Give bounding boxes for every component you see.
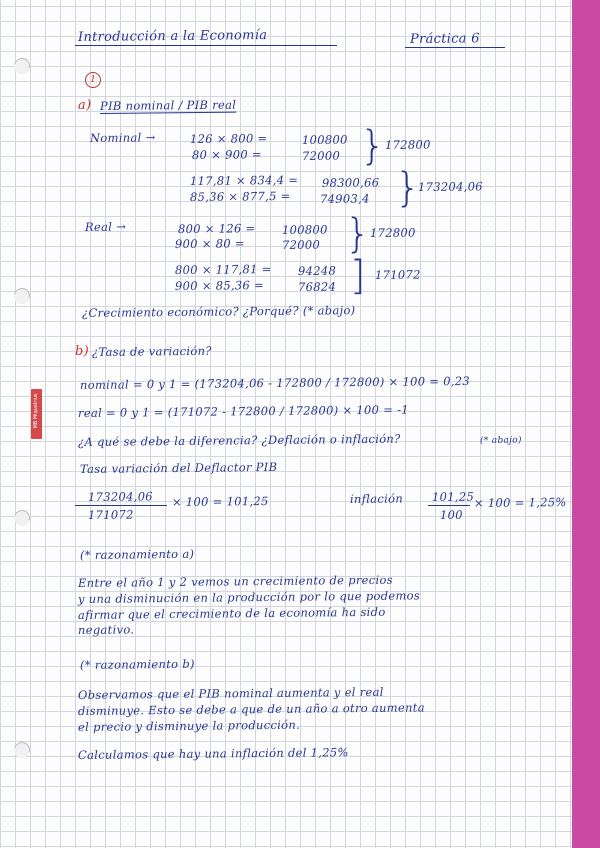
section-a-question: PIB nominal / PIB real bbox=[99, 97, 237, 113]
difference-note: (* abajo) bbox=[479, 435, 522, 446]
real-row4: 900 × 85,36 = bbox=[174, 278, 265, 293]
brand-logo-tab bbox=[31, 389, 42, 439]
real-total2: 171072 bbox=[374, 267, 421, 282]
real-val2: 72000 bbox=[281, 237, 321, 252]
nominal-total2: 173204,06 bbox=[417, 179, 483, 194]
difference-question: ¿A qué se debe la diferencia? ¿Deflación o inflación? bbox=[77, 431, 401, 449]
section-b-label: b) bbox=[74, 343, 90, 359]
real-total1: 172800 bbox=[369, 225, 416, 240]
nominal-label: Nominal → bbox=[89, 130, 156, 145]
reasoning-a-line: y una disminución en la producción por lo que podemos bbox=[77, 588, 421, 606]
real-row3: 800 × 117,81 = bbox=[174, 261, 272, 277]
real-val4: 76824 bbox=[297, 279, 337, 294]
reasoning-b-line: disminuye. Esto se debe a que de un año a otro aumenta bbox=[77, 700, 425, 718]
brace: } bbox=[360, 123, 386, 169]
inflation-numerator: 101,25 bbox=[431, 489, 475, 504]
reasoning-b-heading: (* razonamiento b) bbox=[79, 656, 195, 672]
brace: } bbox=[345, 211, 371, 257]
title-underline bbox=[75, 45, 337, 46]
deflator-result: × 100 = 101,25 bbox=[171, 493, 269, 509]
nominal-val4: 74903,4 bbox=[319, 191, 370, 206]
inflation-result: × 100 = 1,25% bbox=[473, 495, 567, 510]
real-rate-formula: real = 0 y 1 = (171072 - 172800 / 172800) × 100 = -1 bbox=[77, 402, 409, 420]
reasoning-a-line: negativo. bbox=[77, 622, 135, 637]
nominal-row4: 85,36 × 877,5 = bbox=[189, 188, 291, 204]
nominal-rate-formula: nominal = 0 y 1 = (173204,06 - 172800 / 172800) × 100 = 0,23 bbox=[79, 373, 471, 392]
brace: ] bbox=[350, 253, 366, 299]
nominal-val2: 72000 bbox=[301, 148, 341, 163]
reasoning-b-line: Observamos que el PIB nominal aumenta y el real bbox=[77, 684, 384, 702]
real-label: Real → bbox=[84, 219, 127, 234]
fraction-line bbox=[75, 505, 167, 506]
binder-hole bbox=[11, 507, 33, 529]
deflator-denominator: 171072 bbox=[87, 507, 134, 522]
nominal-val3: 98300,66 bbox=[321, 175, 380, 190]
reasoning-a-heading: (* razonamiento a) bbox=[79, 546, 195, 562]
exercise-number-badge: 1 bbox=[85, 72, 101, 88]
binder-hole bbox=[11, 739, 33, 761]
real-row2: 900 × 80 = bbox=[174, 236, 245, 251]
practice-underline bbox=[405, 47, 505, 48]
real-row1: 800 × 126 = bbox=[177, 221, 256, 236]
brace: } bbox=[395, 165, 421, 211]
growth-question: ¿Crecimiento económico? ¿Porqué? (* abajo) bbox=[81, 303, 356, 320]
section-a-label: a) bbox=[77, 97, 92, 113]
binder-hole bbox=[11, 285, 33, 307]
deflator-numerator: 173204,06 bbox=[87, 489, 153, 504]
reasoning-b-line: el precio y disminuye la producción. bbox=[77, 717, 301, 734]
nominal-total1: 172800 bbox=[384, 137, 431, 152]
inflation-denominator: 100 bbox=[439, 507, 463, 522]
nominal-row1: 126 × 800 = bbox=[189, 131, 268, 146]
margin-color-strip bbox=[572, 0, 600, 848]
page-title: Introducción a la Economía bbox=[77, 28, 268, 45]
deflator-title: Tasa variación del Deflactor PIB bbox=[79, 459, 278, 476]
real-val1: 100800 bbox=[281, 222, 328, 237]
brand-logo-text: MB Miquelrius bbox=[33, 393, 39, 429]
nominal-row3: 117,81 × 834,4 = bbox=[189, 172, 299, 188]
reasoning-a-line: afirmar que el crecimiento de la economía ha sido bbox=[77, 604, 386, 622]
inflation-label: inflación bbox=[349, 491, 404, 506]
reasoning-b-line: Calculamos que hay una inflación del 1,25% bbox=[77, 745, 349, 762]
nominal-val1: 100800 bbox=[301, 132, 348, 147]
section-b-question: ¿Tasa de variación? bbox=[91, 343, 212, 359]
reasoning-a-line: Entre el año 1 y 2 vemos un crecimiento de precios bbox=[77, 572, 393, 590]
practice-number: Práctica 6 bbox=[409, 31, 480, 47]
binder-hole bbox=[11, 55, 33, 77]
fraction-line bbox=[428, 505, 470, 506]
real-val3: 94248 bbox=[297, 263, 337, 278]
nominal-row2: 80 × 900 = bbox=[191, 147, 262, 162]
